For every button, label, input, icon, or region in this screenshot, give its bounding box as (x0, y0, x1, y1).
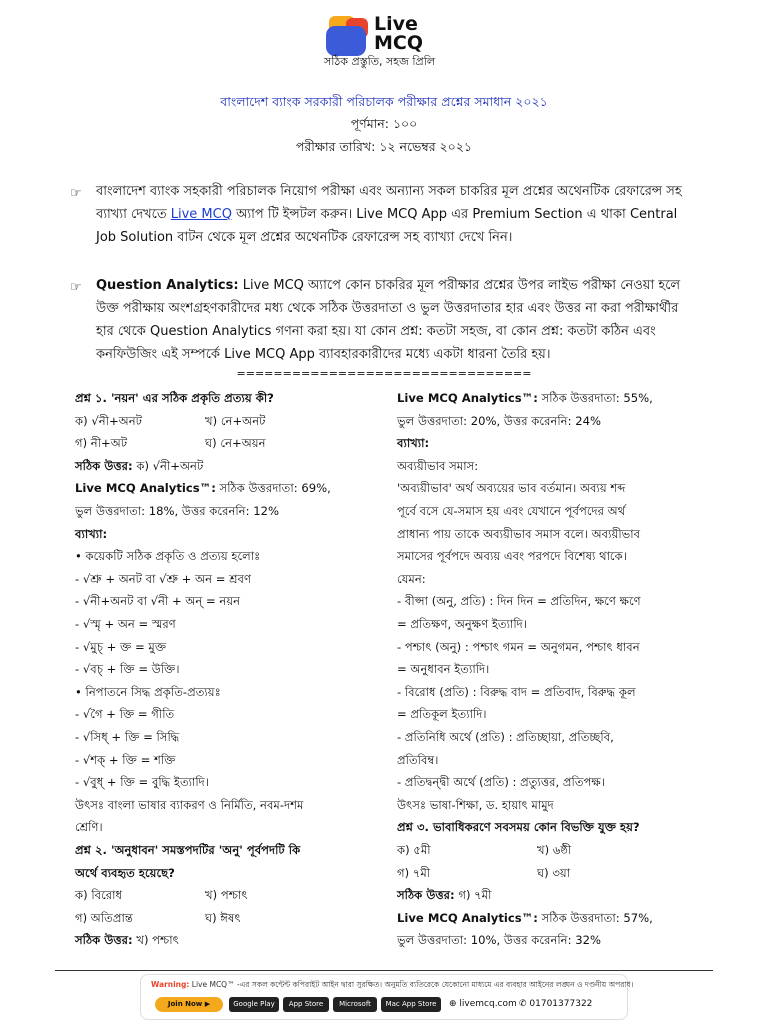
text-line: ক) ৫মী খ) ৬ষ্ঠী (397, 843, 572, 857)
text-line: ভুল উত্তরদাতা: 18%, উত্তর করেননি: 12% (75, 504, 279, 518)
text-line: - বীপ্সা (অনু, প্রতি) : দিন দিন = প্রতিদিন, ক্ষণে ক্ষণে (397, 594, 641, 609)
text-line: = অনুধাবন ইত্যাদি। (397, 662, 490, 677)
text-line: - বিরোধ (প্রতি) : বিরুদ্ধ বাদ = প্রতিবাদ, বিরুদ্ধ কূল (397, 684, 636, 699)
pointing-hand-icon: ☞ (70, 186, 82, 201)
text-line: = প্রতিক্ষণ, অনুক্ষণ ইত্যাদি। (397, 617, 527, 631)
join-now-button[interactable]: Join Now ▶ (155, 997, 223, 1012)
text-line: ব্যাখ্যা: (397, 436, 430, 451)
text-line: - পশ্চাৎ (অনু) : পশ্চাৎ গমন = অনুগমন, পশ্চাৎ ধাবন (397, 639, 640, 654)
text-line: শ্রেণি। (75, 820, 103, 835)
footer-banner (140, 974, 634, 1020)
separator-line: ================================ (236, 367, 532, 380)
text-line: উৎসঃ ভাষা-শিক্ষা, ড. হায়াৎ মামুদ (397, 797, 554, 812)
text-line: Live MCQ Analytics™: সঠিক উত্তরদাতা: 55%, (397, 391, 653, 405)
text-line: - প্রতিনিধি অর্থে (প্রতি) : প্রতিচ্ছায়া, প্রতিচ্ছবি, (397, 730, 614, 744)
intro-paragraph-2: ☞ Question Analytics: Live MCQ অ্যাপে কোন চাকরির মূল পরীক্ষার প্রশ্নের উপর লাইভ পরীক্ষা নেওয়া হলে উক্ত পরীক্ষায় অংশগ্রহণকারীদের মধ্য থেকে সঠিক উত্তরদাতা ও ভুল উত্তরদাতার হার এবং উত্তর না করা পরীক্ষার্থীর হার থেকে Question Analytics গণনা করা হয়। যা কোন প্রশ্ন: কতটা সহজ, বা কোন প্রশ্ন: কতটা কঠিন এবং কনফিউজিং এই সম্পর্কে Live MCQ App ব্যাবহারকারীদের মধ্যে একটা ধারনা তৈরি হয়। (70, 278, 681, 362)
text-line: প্রশ্ন ২. 'অনুধাবন' সমস্তপদটির 'অনু' পূর্বপদটি কি (75, 843, 301, 857)
document-title: বাংলাদেশ ব্যাংক সরকারী পরিচালক পরীক্ষার প্রশ্নের সমাধান ২০২১ (220, 94, 548, 109)
microsoft-store-button[interactable]: Microsoft (333, 997, 377, 1012)
text-line: - √বচ্ + ক্তি = উক্তি। (75, 662, 180, 677)
text-line: Live MCQ Analytics™: সঠিক উত্তরদাতা: 69%, (75, 481, 331, 496)
text-line: উৎসঃ বাংলা ভাষার ব্যাকরণ ও নির্মিতি, নবম-দশম (75, 797, 304, 812)
phone-number: ✆ 01701377322 (519, 999, 593, 1009)
text-line: সমাসের পূর্বপদে অব্যয় এবং পরপদে বিশেষ্য থাকে। (397, 549, 627, 564)
text-line: ক) √নী+অনট খ) নে+অনট (75, 413, 266, 428)
text-line: ব্যাখ্যা: (75, 526, 108, 541)
full-marks: পূর্ণমান: ১০০ (350, 116, 418, 131)
text-line: - √মুচ্ + ক্ত = মুক্ত (75, 639, 167, 654)
pointing-hand-icon: ☞ (70, 280, 82, 295)
text-line: = প্রতিকূল ইত্যাদি। (397, 707, 487, 722)
text-line: গ) অতিপ্রান্ত ঘ) ঈষৎ (75, 910, 241, 925)
text-line: • কয়েকটি সঠিক প্রকৃতি ও প্রত্যয় হলোঃ (75, 549, 261, 564)
text-line: 'অব্যয়ীভাব' অর্থ অব্যয়ের ভাব বর্তমান। অব্যয় শব্দ (397, 481, 626, 496)
text-line: - √শ্রু + অনট বা √শ্রু + অন = শ্রবণ (75, 571, 251, 586)
text-line: • নিপাতনে সিদ্ধ প্রকৃতি-প্রত্যয়ঃ (75, 684, 221, 699)
brand-name-line1: Live (374, 13, 418, 35)
text-line: - √সিধ্ + ক্তি = সিদ্ধি (75, 730, 180, 744)
text-line: - √নী+অনট বা √নী + অন্ = নয়ন (75, 594, 241, 609)
text-line: অর্থে ব্যবহৃত হয়েছে? (75, 865, 175, 880)
text-line: গ) নী+অট ঘ) নে+অয়ন (75, 436, 266, 451)
text-line: ভুল উত্তরদাতা: 20%, উত্তর করেননি: 24% (397, 413, 601, 428)
website-link[interactable]: ⊕ livemcq.com (449, 999, 517, 1009)
text-line: গ) ৭মী ঘ) ৩য়া (397, 865, 571, 880)
text-line: - প্রতিদ্বন্দ্বী অর্থে (প্রতি) : প্রত্যুত্তর, প্রতিপক্ষ। (397, 775, 605, 790)
live-mcq-link[interactable]: Live MCQ (170, 207, 232, 222)
footer-divider (55, 970, 713, 971)
text-line: পূর্বে বসে যে-সমাস হয় এবং যেখানে পূর্বপদের অর্থ (397, 504, 626, 518)
brand-tagline: সঠিক প্রস্তুতি, সহজ প্রিলি (324, 55, 436, 68)
text-line: - √শক্ + ক্তি = শক্তি (75, 752, 176, 767)
text-line: ক) বিরোধ খ) পশ্চাৎ (75, 888, 248, 903)
text-line: সঠিক উত্তর: ক) √নী+অনট (75, 458, 204, 473)
app-store-button[interactable]: App Store (283, 997, 329, 1012)
text-line: প্রশ্ন ১. 'নয়ন' এর সঠিক প্রকৃতি প্রত্যয় কী? (75, 391, 274, 405)
intro-paragraph-1: ☞ বাংলাদেশ ব্যাংক সহকারী পরিচালক নিয়োগ পরীক্ষা এবং অন্যান্য সকল চাকরির মূল প্রশ্নের অথেনটিক রেফারেন্স সহ ব্যাখ্যা দেখতে Live MCQ অ্যাপ টি ইন্সটল করুন। Live MCQ App এর Premium Section এ থাকা Central Job Solution বাটন থেকে মূল প্রশ্নের অথেনটিক রেফারেন্স সহ ব্যাখ্যা দেখে নিন। (70, 184, 682, 245)
copyright-warning: Warning: Live MCQ™ -এর সকল কন্টেন্ট কপিরাইট আইন দ্বারা সুরক্ষিত। অনুমতি ব্যতিরেকে যেকোনো মাধ্যমে এর ব্যবহার আইনের লঙ্ঘন ও দণ্ডনীয় অপরাধ। (151, 980, 634, 989)
text-line: প্রশ্ন ৩. ভাবাধিকরণে সবসময় কোন বিভক্তি যুক্ত হয়? (397, 820, 640, 835)
mac-app-store-button[interactable]: Mac App Store (381, 997, 441, 1012)
text-line: অব্যয়ীভাব সমাস: (397, 458, 479, 473)
brand-name-line2: MCQ (374, 32, 424, 54)
text-line: - √বুধ্ + ক্তি = বুদ্ধি ইত্যাদি। (75, 775, 209, 790)
text-line: প্রতিবিম্ব। (397, 752, 439, 767)
text-line: সঠিক উত্তর: খ) পশ্চাৎ (75, 933, 179, 948)
text-line: Live MCQ Analytics™: সঠিক উত্তরদাতা: 57%, (397, 910, 653, 925)
google-play-button[interactable]: Google Play (229, 997, 279, 1012)
text-line: ভুল উত্তরদাতা: 10%, উত্তর করেননি: 32% (397, 933, 601, 948)
exam-date: পরীক্ষার তারিখ: ১২ নভেম্বর ২০২১ (295, 139, 473, 154)
text-line: - √স্মৃ + অন = স্মরণ (75, 617, 176, 631)
text-line: সঠিক উত্তর: গ) ৭মী (397, 888, 492, 903)
text-line: - √গৈ + ক্তি = গীতি (75, 707, 175, 722)
text-line: যেমন: (397, 571, 426, 586)
text-line: প্রাধান্য পায় তাকে অব্যয়ীভাব সমাস বলে। অব্যয়ীভাব (397, 526, 641, 541)
